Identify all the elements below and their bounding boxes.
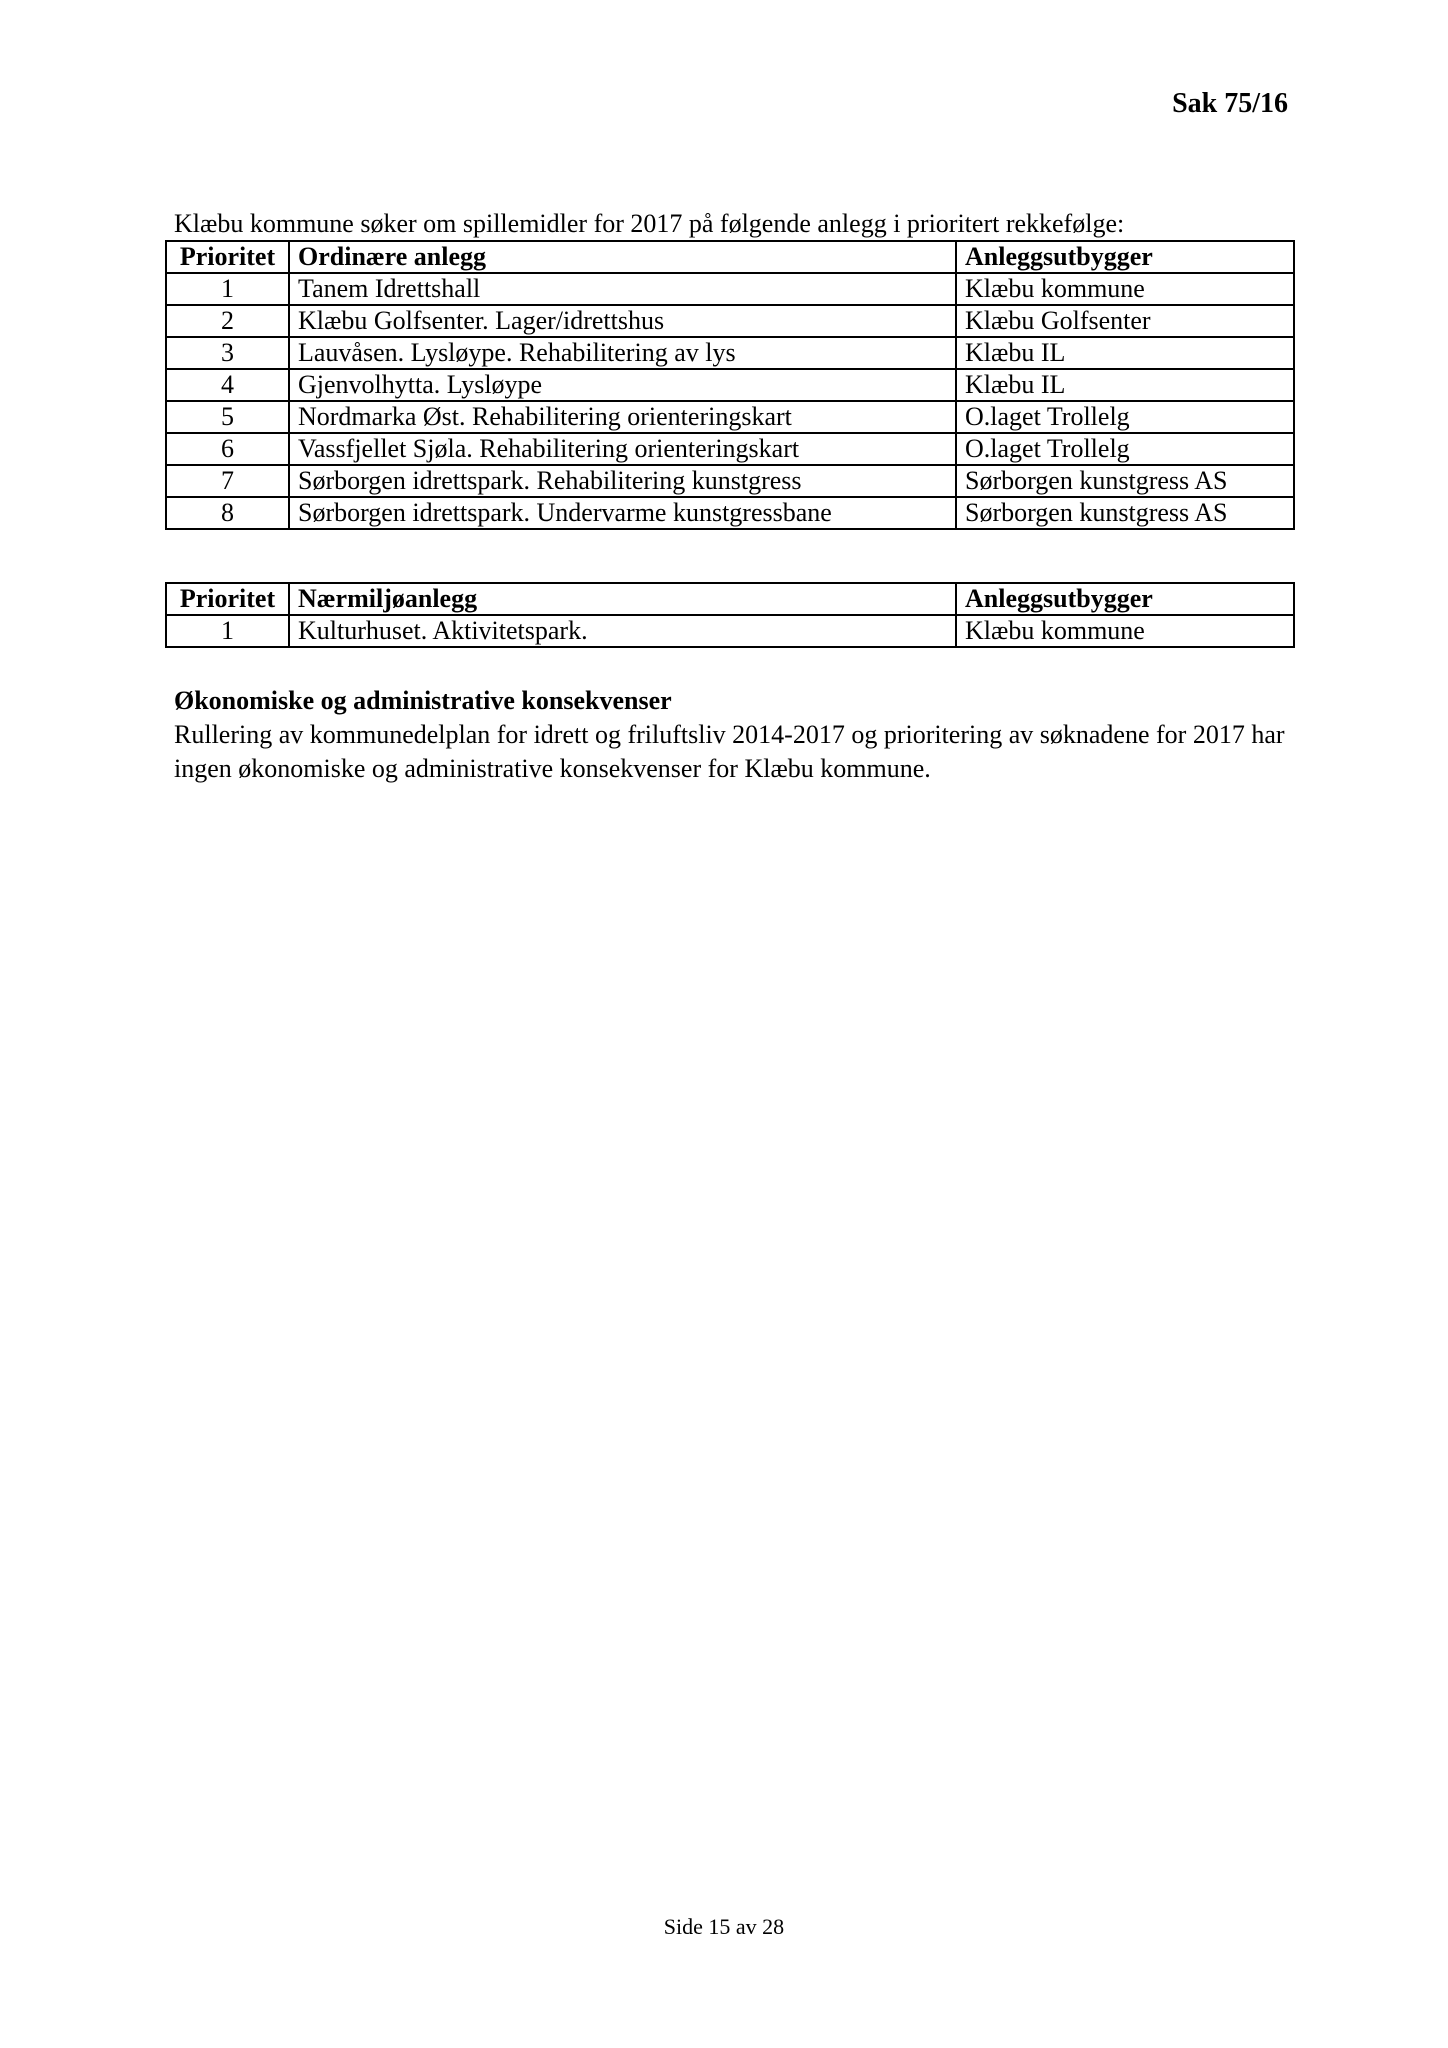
priority-cell: 6: [166, 433, 289, 465]
table-row: [166, 401, 1294, 433]
developer-cell: Klæbu IL: [956, 369, 1294, 401]
header-priority: Prioritet: [166, 241, 289, 273]
table-row: [166, 615, 1294, 647]
priority-cell: 4: [166, 369, 289, 401]
table-row: [166, 465, 1294, 497]
facility-cell: Klæbu Golfsenter. Lager/idrettshus: [289, 305, 956, 337]
priority-cell: 5: [166, 401, 289, 433]
developer-cell: O.laget Trollelg: [956, 401, 1294, 433]
table-row: [166, 497, 1294, 529]
priority-cell: 8: [166, 497, 289, 529]
priority-cell: 1: [166, 615, 289, 647]
header-developer: Anleggsutbygger: [956, 241, 1294, 273]
header-facility: Nærmiljøanlegg: [289, 583, 956, 615]
table-header-row: [166, 241, 1294, 273]
developer-cell: Klæbu kommune: [956, 615, 1294, 647]
priority-cell: 2: [166, 305, 289, 337]
developer-cell: Sørborgen kunstgress AS: [956, 497, 1294, 529]
facility-cell: Gjenvolhytta. Lysløype: [289, 369, 956, 401]
section-body: Rullering av kommunedelplan for idrett og friluftsliv 2014-2017 og prioritering av søknadene for 2017 har ingen økonomiske og administrative konsekvenser for Klæbu kommune.: [174, 720, 1285, 783]
facility-cell: Vassfjellet Sjøla. Rehabilitering orienteringskart: [289, 433, 956, 465]
table-row: [166, 273, 1294, 305]
table-row: [166, 337, 1294, 369]
table-header-row: [166, 583, 1294, 615]
ordinary-facilities-table: [165, 240, 1295, 530]
priority-cell: 7: [166, 465, 289, 497]
header-developer: Anleggsutbygger: [956, 583, 1294, 615]
table-row: [166, 369, 1294, 401]
facility-cell: Lauvåsen. Lysløype. Rehabilitering av lys: [289, 337, 956, 369]
table-row: [166, 433, 1294, 465]
section-heading: Økonomiske og administrative konsekvenser: [174, 686, 672, 715]
facility-cell: Nordmarka Øst. Rehabilitering orienteringskart: [289, 401, 956, 433]
header-priority: Prioritet: [166, 583, 289, 615]
facility-cell: Kulturhuset. Aktivitetspark.: [289, 615, 956, 647]
table-row: [166, 305, 1294, 337]
page-number: Side 15 av 28: [663, 1914, 785, 1939]
facility-cell: Sørborgen idrettspark. Undervarme kunstgressbane: [289, 497, 956, 529]
header-facility: Ordinære anlegg: [289, 241, 956, 273]
developer-cell: Klæbu kommune: [956, 273, 1294, 305]
priority-cell: 3: [166, 337, 289, 369]
developer-cell: Klæbu IL: [956, 337, 1294, 369]
priority-cell: 1: [166, 273, 289, 305]
local-facilities-table: [165, 582, 1295, 648]
developer-cell: Sørborgen kunstgress AS: [956, 465, 1294, 497]
facility-cell: Tanem Idrettshall: [289, 273, 956, 305]
facility-cell: Sørborgen idrettspark. Rehabilitering kunstgress: [289, 465, 956, 497]
intro-text: Klæbu kommune søker om spillemidler for 2017 på følgende anlegg i prioritert rekkefølge:: [174, 209, 1125, 238]
case-reference: Sak 75/16: [1172, 88, 1288, 119]
developer-cell: Klæbu Golfsenter: [956, 305, 1294, 337]
developer-cell: O.laget Trollelg: [956, 433, 1294, 465]
